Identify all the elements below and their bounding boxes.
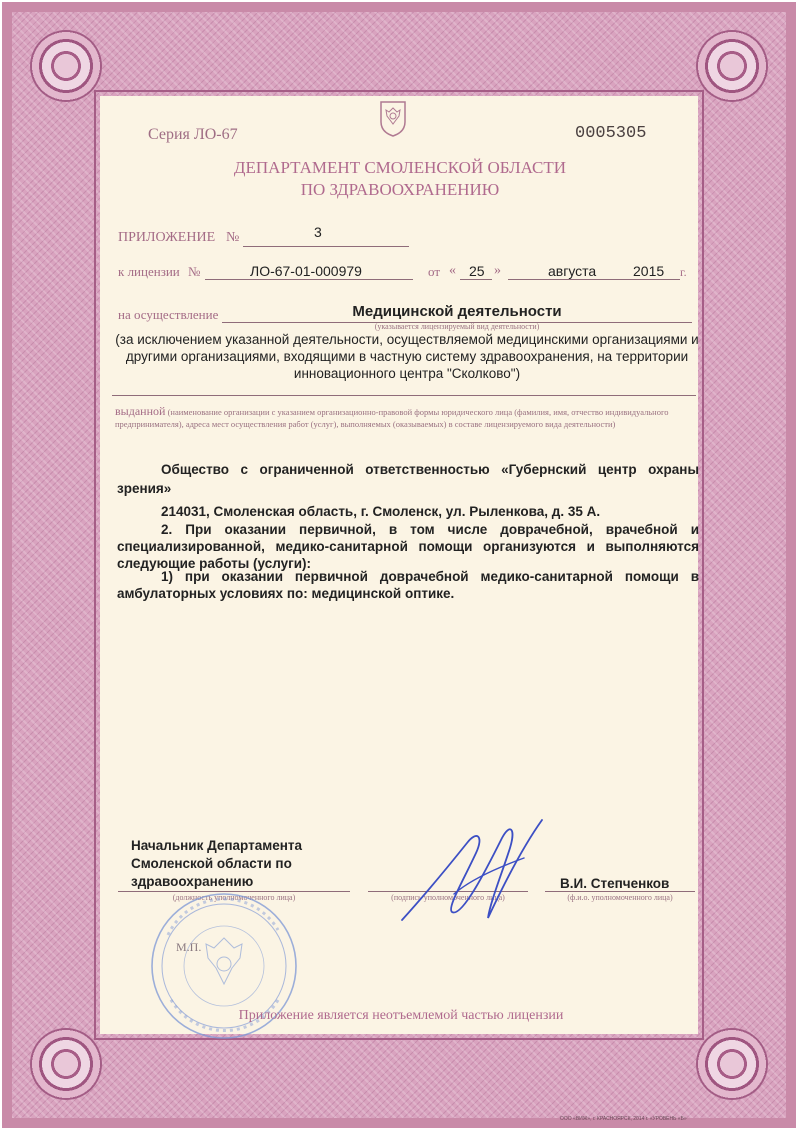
license-date-from: от — [428, 264, 441, 279]
appendix-label: ПРИЛОЖЕНИЕ — [118, 230, 216, 245]
issued-caption-block — [115, 405, 697, 430]
series-label: Серия ЛО-67 — [148, 126, 238, 143]
license-day-underline — [460, 279, 492, 280]
handwritten-signature-icon — [392, 808, 572, 928]
license-year-suffix: г. — [680, 265, 687, 279]
activity-section-divider — [112, 395, 696, 396]
license-number-sign: № — [188, 264, 201, 279]
appendix-number-sign: № — [226, 230, 240, 245]
signatory-position-line3: здравоохранению — [131, 874, 254, 889]
license-day: 25 — [469, 263, 485, 279]
license-month: августа — [548, 263, 597, 279]
form-number: 0005305 — [575, 124, 647, 143]
printer-imprint: ООО «ВИЖ», г. КРАСНОЯРСК, 2014 г. «УРОВЕНЬ «Б» — [560, 1116, 687, 1122]
department-title-line1: ДЕПАРТАМЕНТ СМОЛЕНСКОЙ ОБЛАСТИ — [233, 158, 567, 177]
works-item-2: 2. При оказании первичной, в том числе доврачебной, врачебной и специализированной, медико-санитарной помощи организуются и выполняются следующие работы (услуги): — [117, 522, 699, 571]
license-day-close: » — [494, 263, 501, 278]
department-title — [150, 157, 650, 201]
corner-rosette-bottom-left — [30, 1028, 102, 1100]
signature-caption: (подпись уполномоченного лица) — [391, 893, 505, 902]
corner-rosette-top-left — [30, 30, 102, 102]
name-caption: (ф.и.о. уполномоченного лица) — [567, 893, 673, 902]
issued-label: выданной — [115, 404, 166, 418]
appendix-number: 3 — [314, 224, 322, 240]
coat-of-arms-icon — [378, 98, 408, 138]
license-day-open: « — [449, 263, 456, 278]
activity-label: на осуществление — [118, 307, 219, 322]
license-month-underline — [508, 279, 680, 280]
license-number: ЛО-67-01-000979 — [250, 263, 362, 279]
license-year: 2015 — [633, 263, 665, 279]
appendix-underline — [243, 246, 409, 247]
position-caption: (должность уполномоченного лица) — [172, 893, 296, 902]
activity-value: Медицинской деятельности — [352, 303, 562, 320]
corner-rosette-bottom-right — [696, 1028, 768, 1100]
signatory-position-line2: Смоленской области по — [131, 856, 292, 871]
license-label: к лицензии — [118, 264, 180, 279]
license-number-underline — [205, 279, 413, 280]
issued-caption: (наименование организации с указанием организационно-правовой формы юридического лица (фамилия, имя, отчество индивидуального предпринимателя), адреса мест осуществления работ (услуг), выполняемых (оказываемых) в составе лицензируемого вида деятельности) — [115, 407, 669, 429]
signatory-name: В.И. Степченков — [560, 876, 670, 891]
organization-name: Общество с ограниченной ответственностью «Губернский центр охраны зрения» — [117, 462, 699, 496]
corner-rosette-top-right — [696, 30, 768, 102]
activity-caption: (указывается лицензируемый вид деятельности) — [374, 322, 540, 331]
department-title-line2: ПО ЗДРАВООХРАНЕНИЮ — [300, 180, 500, 199]
works-item-2-1: 1) при оказании первичной доврачебной медико-санитарной помощи в амбулаторных условиях по: медицинской оптике. — [117, 569, 699, 601]
organization-address: 214031, Смоленская область, г. Смоленск, ул. Рыленкова, д. 35 А. — [161, 504, 601, 519]
signatory-position-line1: Начальник Департамента — [131, 838, 303, 853]
stamp-place-label: М.П. — [176, 940, 202, 954]
footer-note: Приложение является неотъемлемой частью лицензии — [238, 1008, 564, 1023]
activity-exception: (за исключением указанной деятельности, осуществляемой медицинскими организациями и другими организациями, входящими в частную систему здравоохранения, на территории инновационного центра "Сколково") — [115, 332, 699, 381]
